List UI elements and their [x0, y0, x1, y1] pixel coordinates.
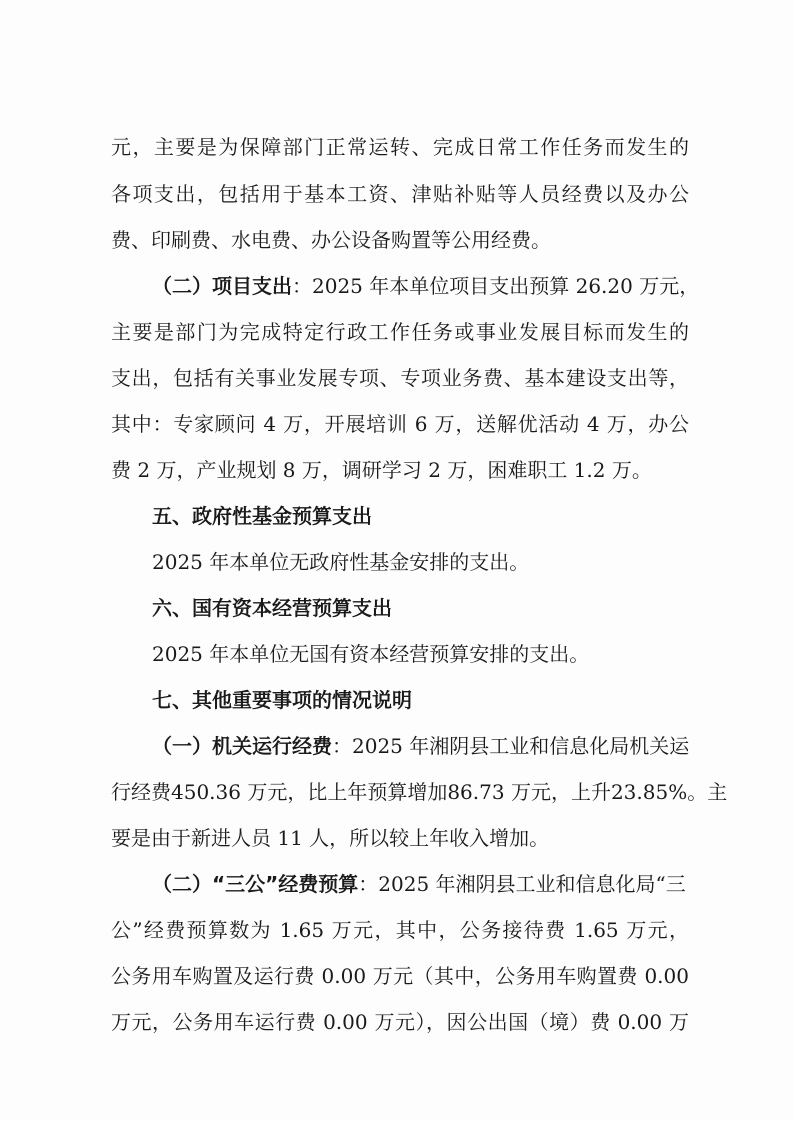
- paragraph-first-line: [152, 870, 793, 898]
- paragraph-line: 费 2 万，产业规划 8 万，调研学习 2 万，困难职工 1.2 万。: [111, 458, 652, 482]
- section-label: （一）机关运行经费: [152, 734, 332, 758]
- paragraph-line: 行经费450.36 万元，比上年预算增加86.73 万元，上升23.85%。主: [111, 780, 728, 804]
- paragraph-line: 其中：专家顾问 4 万，开展培训 6 万，送解优活动 4 万，办公: [111, 412, 689, 436]
- paragraph-line: 元，主要是为保障部门正常运转、完成日常工作任务而发生的: [111, 135, 689, 159]
- paragraph-line: 2025 年本单位无国有资本经营预算安排的支出。: [152, 642, 590, 666]
- paragraph-first-line: [152, 272, 793, 300]
- paragraph-line: 万元，公务用车运行费 0.00 万元），因公出国（境）费 0.00 万: [111, 1010, 689, 1034]
- paragraph-line: 2025 年本单位无政府性基金安排的支出。: [152, 550, 530, 574]
- section-label: （二）项目支出: [152, 274, 292, 298]
- paragraph-text: ：2025 年湘阴县工业和信息化局机关运: [332, 734, 690, 758]
- paragraph-text: ：2025 年本单位项目支出预算 26.20 万元，: [292, 274, 700, 298]
- paragraph-line: 支出，包括有关事业发展专项、专项业务费、基本建设支出等，: [111, 366, 689, 390]
- paragraph-line: 要是由于新进人员 11 人，所以较上年收入增加。: [111, 826, 550, 850]
- paragraph-line: 公”经费预算数为 1.65 万元，其中，公务接待费 1.65 万元，: [111, 918, 689, 942]
- paragraph-line: 主要是部门为完成特定行政工作任务或事业发展目标而发生的: [111, 320, 689, 344]
- paragraph-line: 费、印刷费、水电费、办公设备购置等公用经费。: [111, 228, 551, 252]
- paragraph-text: ：2025 年湘阴县工业和信息化局“三: [358, 872, 686, 896]
- paragraph-line: 公务用车购置及运行费 0.00 万元（其中，公务用车购置费 0.00: [111, 964, 689, 988]
- section-heading-6: 六、国有资本经营预算支出: [152, 596, 392, 620]
- paragraph-first-line: [152, 732, 793, 760]
- paragraph-line: 各项支出，包括用于基本工资、津贴补贴等人员经费以及办公: [111, 182, 689, 206]
- section-heading-7: 七、其他重要事项的情况说明: [152, 688, 412, 712]
- section-label: （二）“三公”经费预算: [152, 872, 359, 896]
- section-heading-5: 五、政府性基金预算支出: [152, 504, 372, 528]
